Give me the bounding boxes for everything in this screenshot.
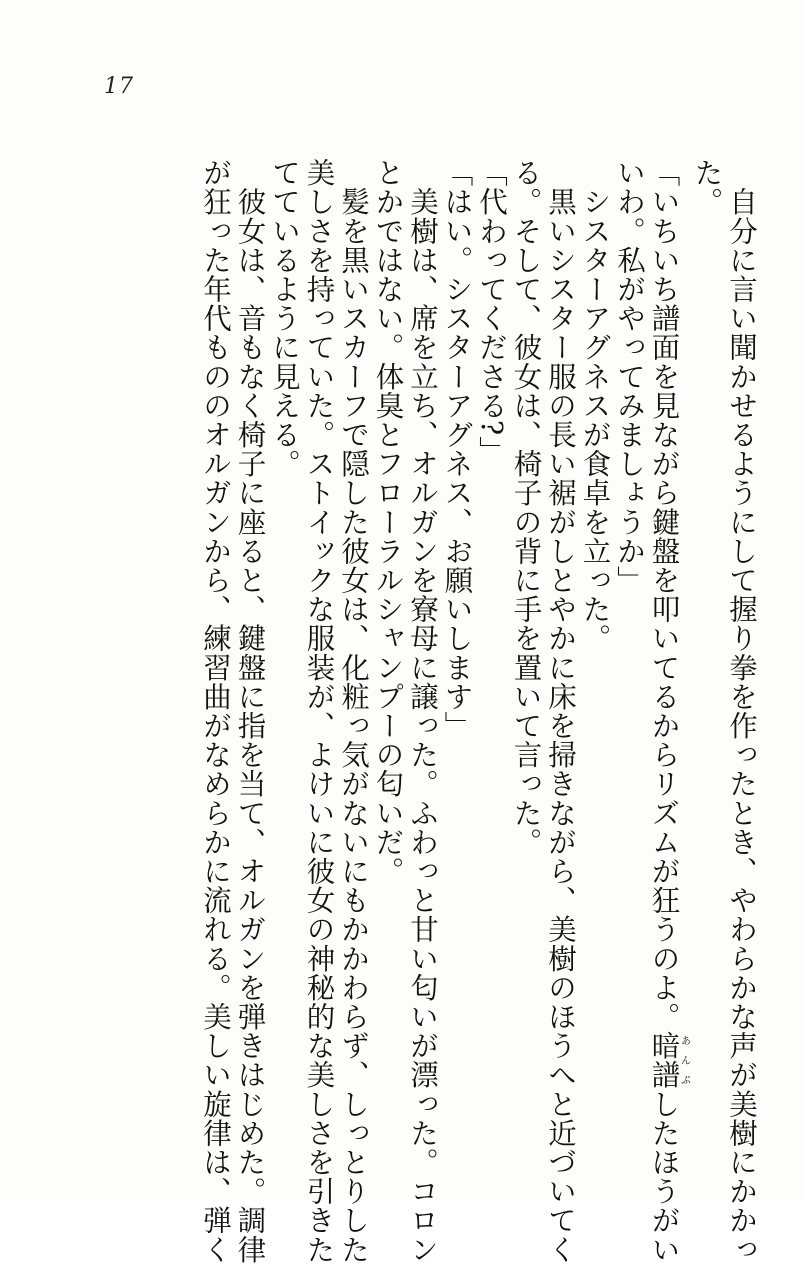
text-line-8: 「代わってくださる?」: [475, 158, 508, 465]
text-line-5: シスターアグネスが食卓を立った。: [578, 158, 612, 653]
text-line-14: てているように見える。: [268, 158, 301, 479]
text-line-12: 髪を黒いスカーフで隠した彼女は、化粧っ気がないにもかかわらず、しっとりした: [337, 158, 370, 1264]
ruby-reading: あんぷ: [678, 1031, 690, 1090]
text-line-13: 美しさを持っていた。ストイックな服装が、よけいに彼女の神秘的な美しさを引きた: [302, 158, 336, 1264]
text-line-3: [646, 158, 690, 1264]
ruby-anpu: [647, 1031, 690, 1090]
text-line-6: 黒いシスター服の長い裾がしとやかに床を掃きながら、美樹のほうへと近づいてく: [544, 158, 577, 1264]
text-line-2: た。: [690, 158, 724, 217]
ruby-base: 暗譜: [647, 1031, 681, 1090]
text-line-10: 美樹は、席を立ち、オルガンを寮母に譲った。ふわっと甘い匂いが漂った。コロン: [406, 158, 439, 1264]
body-text: [78, 158, 758, 1264]
text-line-1: 自分に言い聞かせるようにして握り拳を作ったとき、やわらかな声が美樹にかかっ: [725, 158, 758, 1264]
page-number: 17: [104, 74, 134, 99]
text-line-11: とかではない。体臭とフローラルシャンプーの匂いだ。: [371, 158, 405, 886]
text-line-3-tail: したほうがい: [647, 1089, 681, 1264]
text-line-3-main: 「いちいち譜面を見ながら鍵盤を叩いてるからリズムが狂うのよ。: [647, 158, 681, 1031]
text-line-7: る。そして、彼女は、椅子の背に手を置いて言った。: [509, 158, 543, 857]
text-line-16: が狂った年代もののオルガンから、練習曲がなめらかに流れる。美しい旋律は、弾く: [199, 158, 232, 1264]
text-line-9: 「はい。シスターアグネス、お願いします」: [440, 158, 474, 740]
text-line-15: 彼女は、音もなく椅子に座ると、鍵盤に指を当て、オルガンを弾きはじめた。調律: [233, 158, 267, 1264]
text-line-4: いわ。私がやってみましょうか」: [613, 158, 646, 595]
